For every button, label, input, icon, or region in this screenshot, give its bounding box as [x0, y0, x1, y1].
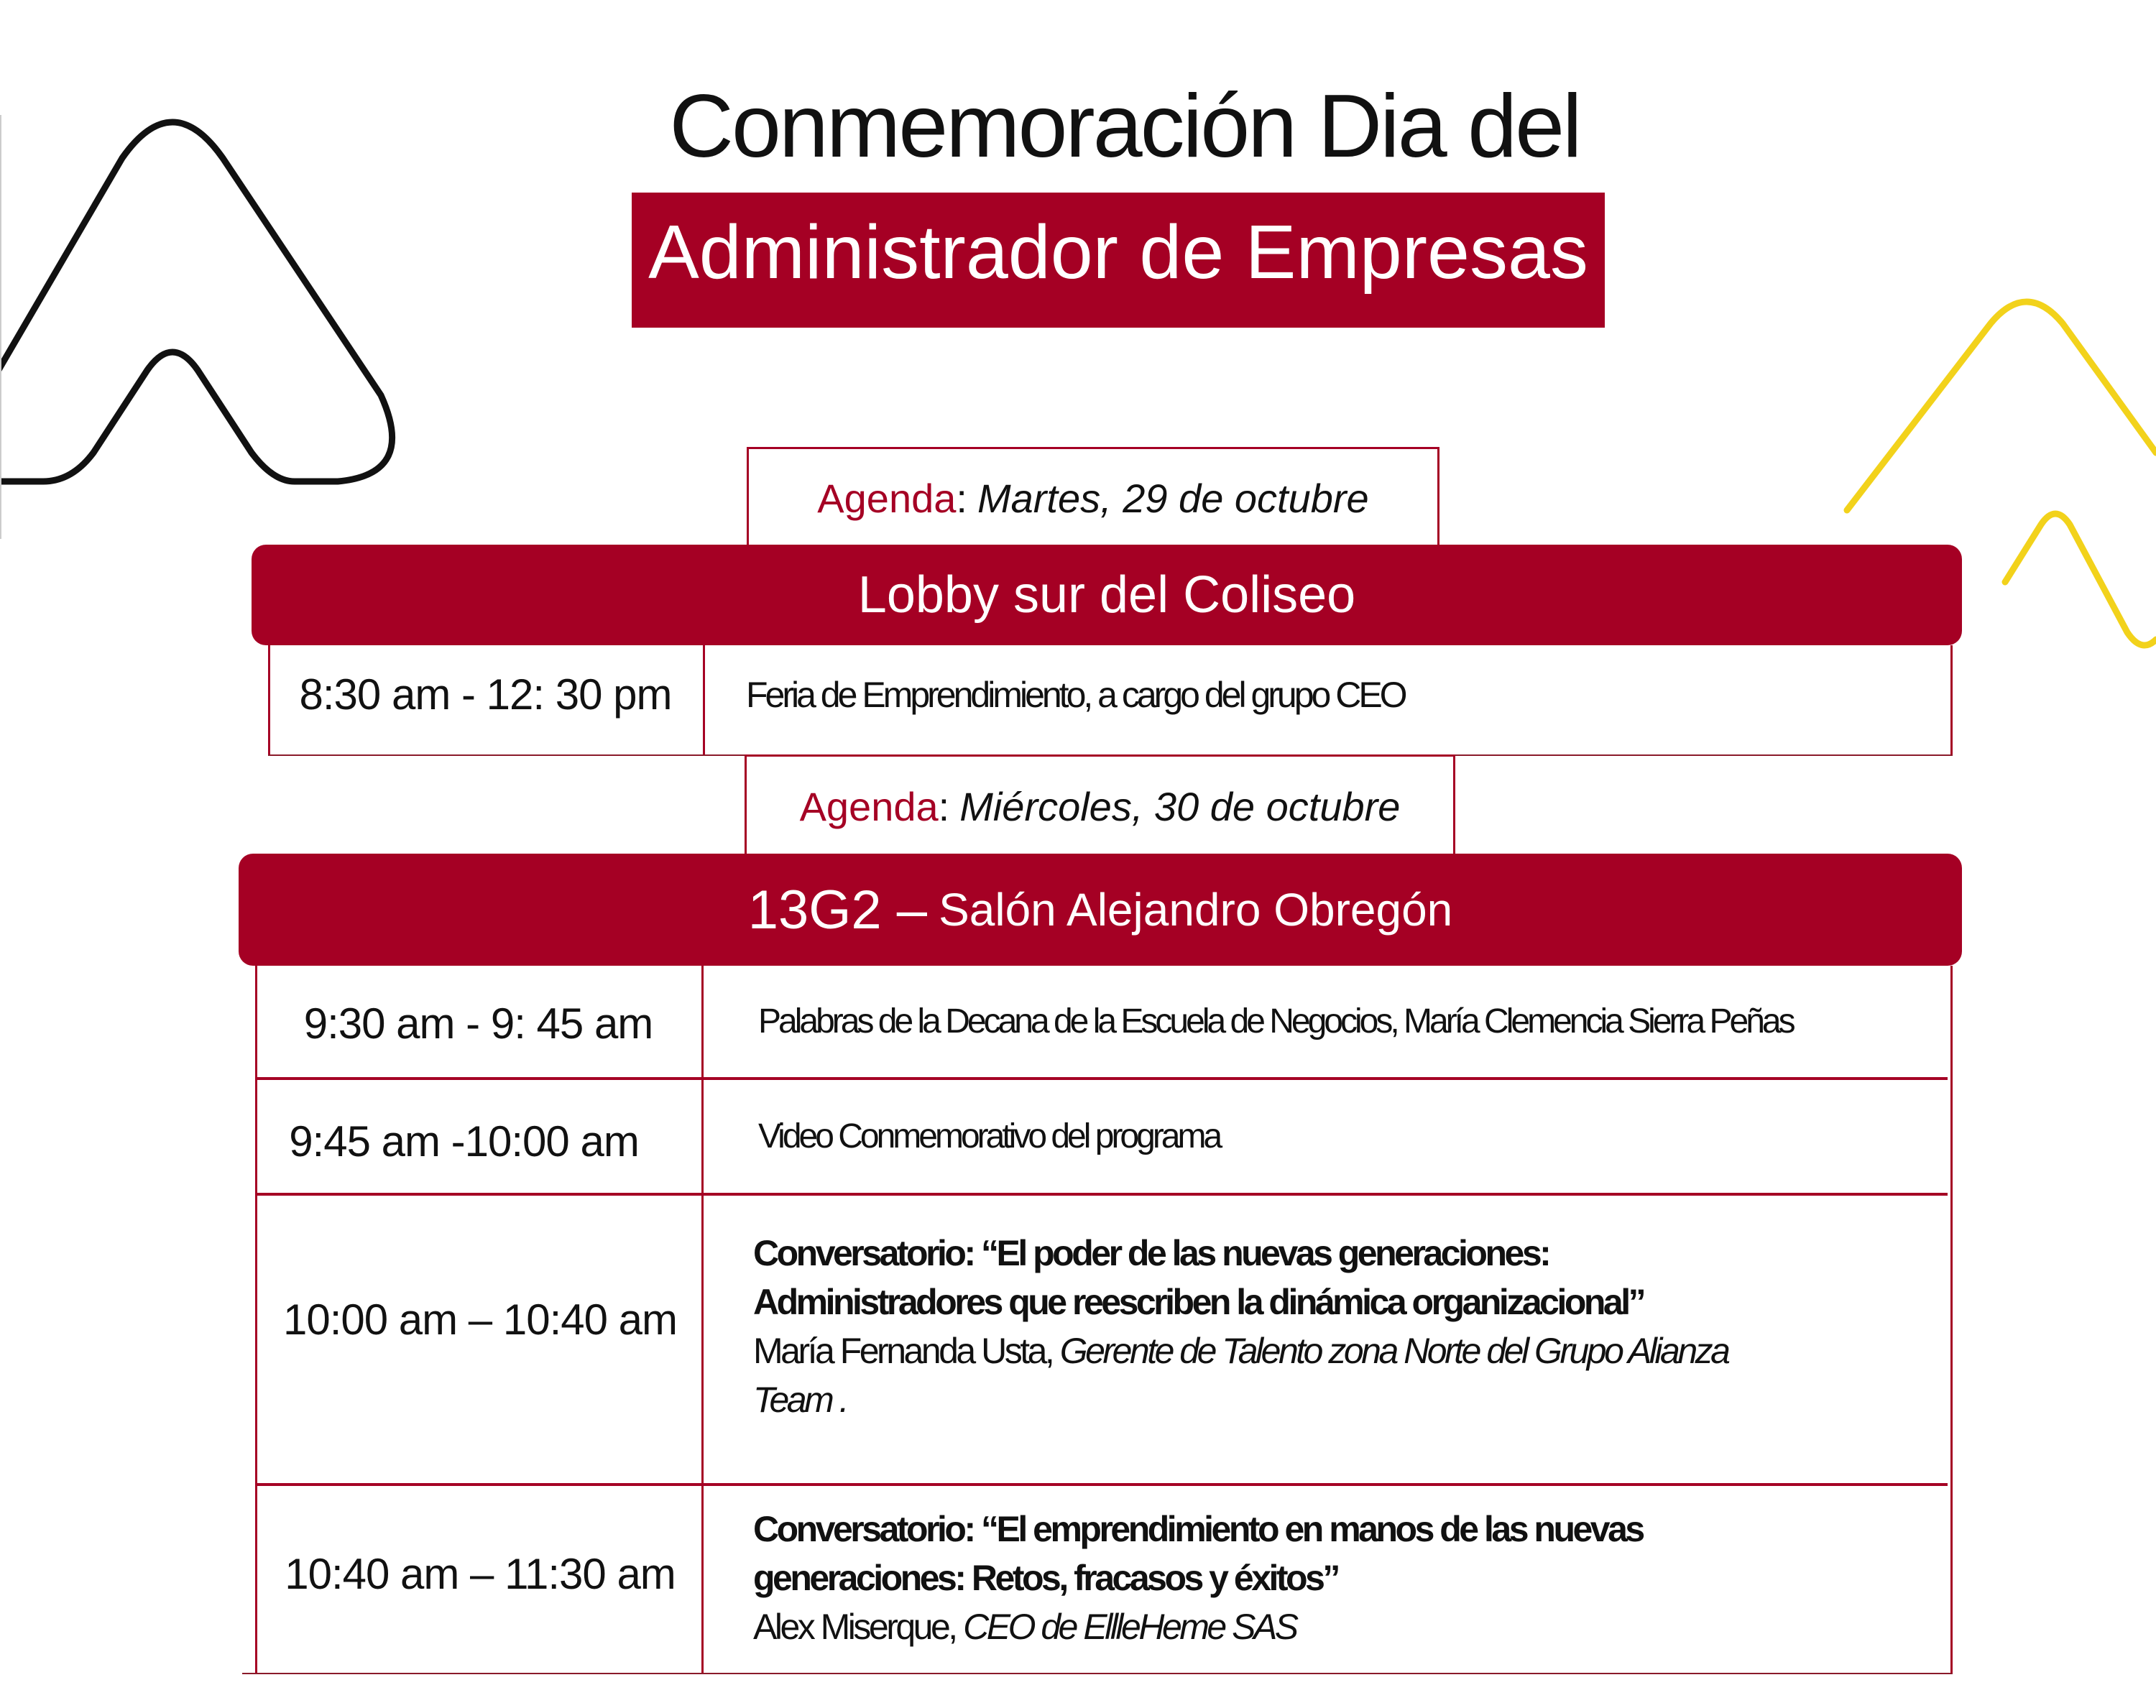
schedule-table-day1: [268, 645, 1953, 756]
table-border-bottom: [242, 1673, 1953, 1674]
talk-title-line2: generaciones: Retos, fracasos y éxitos”: [753, 1558, 1338, 1598]
left-edge-line: [0, 115, 1, 539]
time-cell: 9:45 am -10:00 am: [289, 1117, 639, 1165]
row-divider: [255, 1077, 1948, 1080]
time-cell: 8:30 am - 12: 30 pm: [299, 670, 672, 719]
description-block: [753, 1505, 1946, 1651]
talk-title-line1: Conversatorio: “El poder de las nuevas generaciones:: [753, 1233, 1549, 1273]
table-border-right: [1950, 966, 1953, 1674]
speaker-line: [753, 1602, 1946, 1651]
table-divider: [703, 645, 705, 756]
speaker-name: María Fernanda Usta,: [753, 1331, 1053, 1371]
row-divider: [255, 1193, 1948, 1196]
venue-code: 13G2 –: [747, 879, 928, 941]
schedule-table-day2: [255, 966, 1953, 1674]
agenda-label-day1: [747, 447, 1439, 547]
agenda-date: Miércoles, 30 de octubre: [959, 783, 1401, 829]
description-cell: Feria de Emprendimiento, a cargo del grupo CEO: [746, 675, 1405, 715]
description-block: [753, 1229, 1946, 1424]
agenda-label-day2: [745, 754, 1455, 856]
venue-bar-day2: [239, 854, 1962, 966]
time-cell: 10:40 am – 11:30 am: [285, 1550, 676, 1598]
agenda-colon: :: [938, 783, 950, 829]
description-cell: Palabras de la Decana de la Escuela de Negocios, María Clemencia Sierra Peñas: [758, 1002, 1793, 1040]
venue-bar-day1: [252, 545, 1962, 645]
speaker-name: Alex Miserque,: [753, 1607, 956, 1647]
black-chevron-icon: [0, 115, 402, 550]
speaker-role-continued: Team .: [753, 1380, 847, 1420]
agenda-colon: :: [956, 475, 967, 521]
agenda-word: Agenda: [817, 475, 957, 521]
speaker-line: [753, 1326, 1946, 1375]
row-divider: [255, 1483, 1948, 1486]
page-title-line2: Administrador de Empresas: [648, 210, 1588, 295]
time-cell: 10:00 am – 10:40 am: [282, 1296, 678, 1344]
speaker-role: Gerente de Talento zona Norte del Grupo Alianza: [1059, 1331, 1728, 1371]
venue-name: Lobby sur del Coliseo: [857, 566, 1356, 624]
talk-title-line1: Conversatorio: “El emprendimiento en manos de las nuevas: [753, 1509, 1643, 1549]
talk-title-line2: Administradores que reescriben la dinámica organizacional”: [753, 1282, 1644, 1322]
agenda-word: Agenda: [799, 783, 939, 829]
description-cell: Video Conmemorativo del programa: [758, 1117, 1220, 1155]
speaker-role: CEO de EllleHeme SAS: [963, 1607, 1296, 1647]
table-border-right: [1950, 645, 1953, 756]
venue-name: Salón Alejandro Obregón: [939, 884, 1453, 936]
agenda-date: Martes, 29 de octubre: [977, 475, 1369, 521]
time-cell: 9:30 am - 9: 45 am: [303, 1000, 653, 1048]
page-title-line1: Conmemoración Dia del: [669, 77, 1580, 176]
